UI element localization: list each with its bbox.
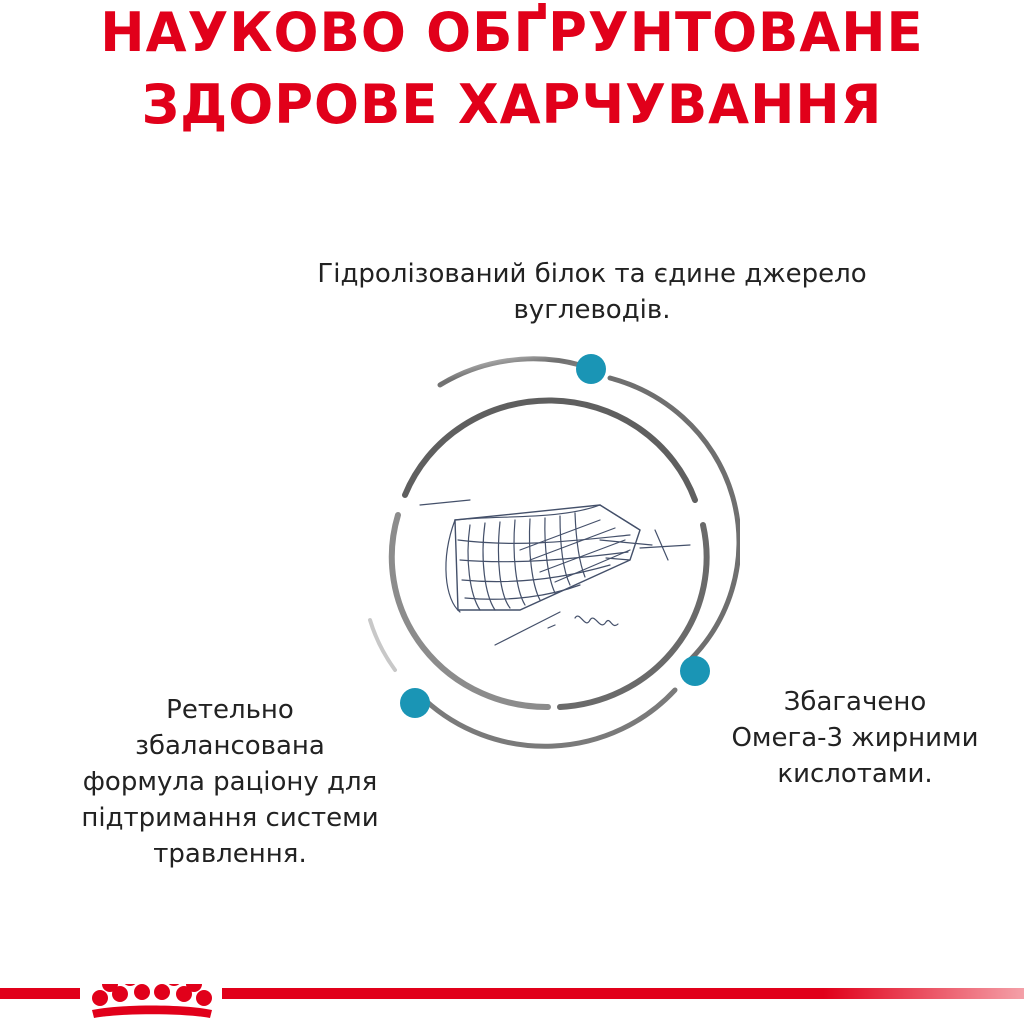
benefit-left-line-1: Ретельно [166, 695, 294, 725]
benefit-left-line-2: збалансована [135, 731, 325, 761]
headline-line-1: НАУКОВО ОБҐРУНТОВАНЕ [100, 1, 924, 64]
kibble-sketch-icon [420, 500, 690, 645]
benefit-left-line-5: травлення. [153, 839, 307, 869]
teal-dot-icon [576, 354, 606, 384]
outer-ring-arc-left [370, 620, 395, 670]
benefit-top-line-1: Гідролізований білок та єдине джерело [317, 259, 867, 289]
crown-logo-icon [92, 984, 212, 1018]
headline-line-2: ЗДОРОВЕ ХАРЧУВАННЯ [141, 73, 883, 136]
teal-dot-icon [400, 688, 430, 718]
benefit-right-line-2: Омега-3 жирними [731, 723, 979, 753]
footer-bar-left [0, 988, 80, 999]
benefit-right-text [700, 684, 1010, 792]
inner-ring-arc-top [405, 400, 695, 500]
outer-ring-arc-top [440, 359, 580, 385]
footer-bar-right [222, 988, 1024, 999]
benefit-right-line-3: кислотами. [777, 759, 933, 789]
benefit-top-line-2: вуглеводів. [513, 295, 671, 325]
teal-dot-icon [680, 656, 710, 686]
benefit-left-line-4: підтримання системи [81, 803, 379, 833]
footer-brand-bar [0, 984, 1024, 1024]
benefit-top-text [262, 256, 922, 328]
benefit-right-line-1: Збагачено [783, 687, 927, 717]
benefit-circle-diagram [360, 330, 740, 770]
benefit-left-line-3: формула раціону для [82, 767, 378, 797]
outer-ring-arc-bottom [425, 690, 675, 746]
